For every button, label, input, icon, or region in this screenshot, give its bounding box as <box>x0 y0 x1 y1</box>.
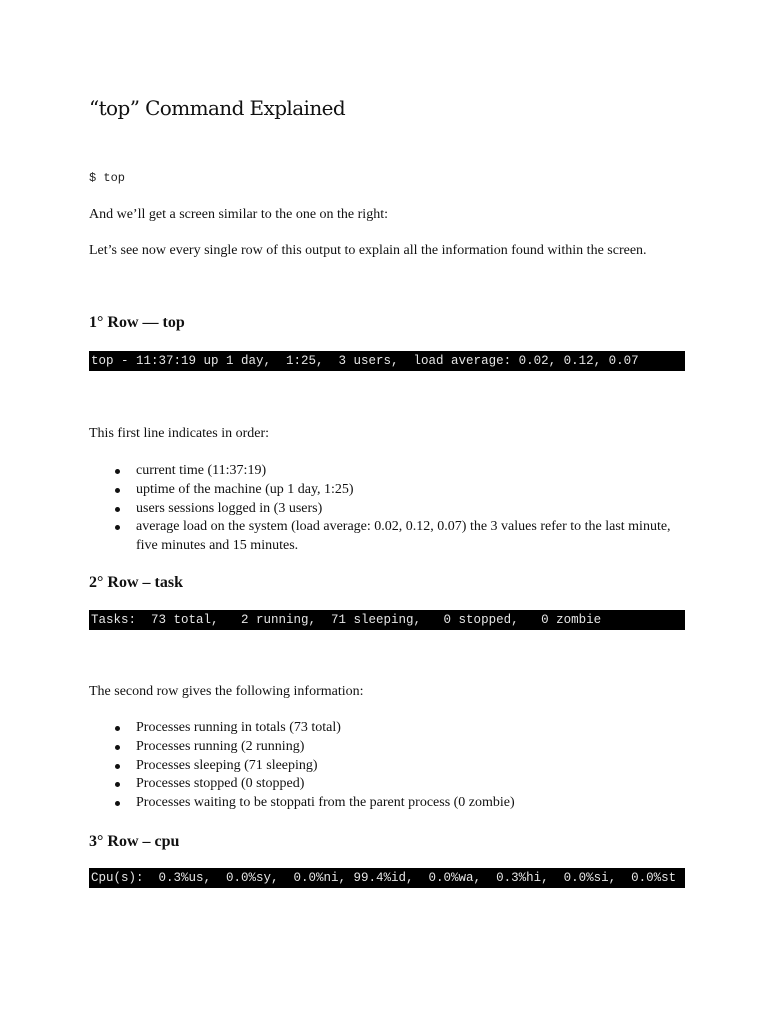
row3-terminal-output: Cpu(s): 0.3%us, 0.0%sy, 0.0%ni, 99.4%id, 0.0%wa, 0.3%hi, 0.0%si, 0.0%st <box>89 868 685 888</box>
row1-bullet-list <box>112 462 672 556</box>
row2-terminal-output: Tasks: 73 total, 2 running, 71 sleeping, 0 stopped, 0 zombie <box>89 610 685 630</box>
list-item: Processes running (2 running) <box>112 738 672 757</box>
row1-lead: This first line indicates in order: <box>89 426 270 441</box>
row1-heading: 1° Row — top <box>89 314 185 331</box>
list-item: uptime of the machine (up 1 day, 1:25) <box>112 481 672 500</box>
list-item: Processes running in totals (73 total) <box>112 719 672 738</box>
row2-lead: The second row gives the following information: <box>89 684 364 699</box>
row1-terminal-output: top - 11:37:19 up 1 day, 1:25, 3 users, load average: 0.02, 0.12, 0.07 <box>89 351 685 371</box>
command-example: $ top <box>89 171 126 185</box>
row2-heading: 2° Row – task <box>89 574 183 591</box>
intro-paragraph-2: Let’s see now every single row of this output to explain all the information found within the screen. <box>89 243 647 258</box>
intro-paragraph-1: And we’ll get a screen similar to the one on the right: <box>89 207 388 222</box>
list-item: Processes sleeping (71 sleeping) <box>112 757 672 776</box>
row3-heading: 3° Row – cpu <box>89 833 180 850</box>
list-item: current time (11:37:19) <box>112 462 672 481</box>
page-title: “top” Command Explained <box>89 96 346 120</box>
list-item: Processes waiting to be stoppati from the parent process (0 zombie) <box>112 794 672 813</box>
row2-bullet-list <box>112 719 672 813</box>
list-item: users sessions logged in (3 users) <box>112 500 672 519</box>
list-item: Processes stopped (0 stopped) <box>112 775 672 794</box>
list-item: average load on the system (load average: 0.02, 0.12, 0.07) the 3 values refer to the last minute, five minutes and 15 minutes. <box>112 518 672 556</box>
